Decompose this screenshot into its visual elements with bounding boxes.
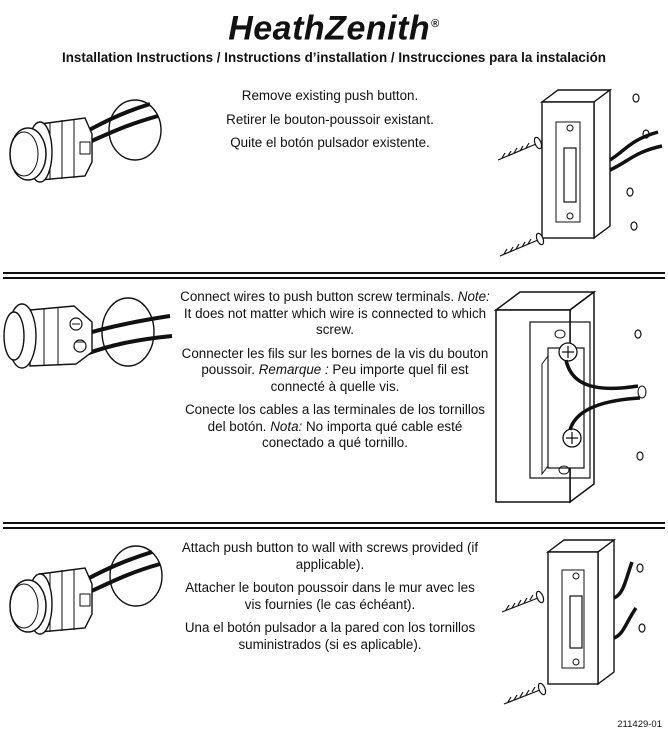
step-2-spanish-instruction: Conecte los cables a las terminales de los tornillos del botón. [185, 402, 485, 434]
step-2-english [176, 289, 494, 339]
push-button-mounted-illustration [488, 86, 666, 271]
step-2-french-note: Peu importe quel fil est connecté à quelle vis. [270, 362, 469, 394]
section-divider-2 [3, 522, 665, 529]
step-1-english: Remove existing push button. [241, 88, 419, 103]
part-number: 211429-01 [617, 719, 662, 730]
step-2-english-note-label: Note: [457, 289, 490, 304]
registered-mark: ® [431, 18, 440, 30]
step-1-french: Retirer le bouton-poussoir existant. [226, 111, 434, 127]
step-1-text [180, 88, 480, 159]
section-divider-1 [3, 272, 665, 279]
page-title: Installation Instructions / Instructions d’installation / Instrucciones para la instalación [62, 50, 606, 65]
push-button-attach-illustration [0, 534, 175, 664]
step-3-english: Attach push button to wall with screws provided (if applicable). [181, 540, 479, 572]
step-2-spanish-note-label: Nota: [270, 418, 303, 434]
step-2-text [176, 289, 494, 459]
push-button-screwed-illustration [496, 538, 666, 718]
step-1-spanish: Quite el botón pulsador existente. [230, 135, 430, 150]
step-3-text [180, 540, 480, 660]
wired-terminal-illustration [490, 288, 660, 518]
step-2-french-instruction: Connecter les fils sur les bornes de la vis du bouton poussoir. [181, 345, 489, 377]
step-3-french: Attacher le bouton poussoir dans le mur avec les vis fournies (le cas échéant). [185, 580, 475, 612]
step-2-english-instruction: Connect wires to push button screw terminals. [180, 289, 455, 304]
step-2-english-note: It does not matter which wire is connected to which screw. [183, 305, 487, 337]
step-2-french-note-label: Remarque : [258, 362, 329, 377]
step-2-spanish-note: No importa qué cable esté conectado a qué tornillo. [262, 418, 463, 450]
step-3-spanish: Una el botón pulsador a la pared con los tornillos suministrados (si es aplicable). [184, 620, 476, 652]
brand-name: HeathZenith [228, 9, 431, 48]
step-2-spanish [176, 402, 494, 452]
wires-connecting-illustration [0, 288, 175, 388]
step-2-french [176, 346, 494, 396]
push-button-removed-illustration [0, 84, 175, 209]
brand-logo [0, 4, 668, 48]
